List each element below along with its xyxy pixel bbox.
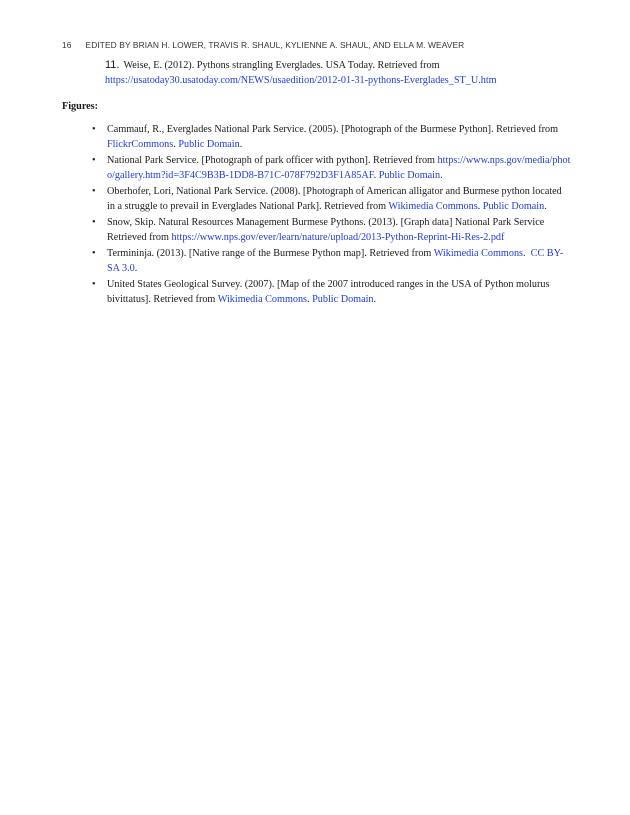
running-header	[62, 40, 582, 50]
figures-heading: Figures:	[62, 101, 99, 112]
bullet-icon: •	[92, 186, 96, 197]
list-item	[89, 246, 571, 276]
list-item	[89, 215, 571, 245]
list-item	[89, 277, 571, 307]
figure-source-link[interactable]: https://www.nps.gov/media/photo/gallery.htm?id=3F4C9B3B-1DD8-B71C-078F792D3F1A85AF	[107, 155, 571, 182]
end-punct: .	[373, 294, 377, 306]
bullet-icon: •	[92, 279, 96, 290]
figure-source-link[interactable]: FlickrCommons	[107, 139, 174, 151]
figure-citation-text: United States Geological Survey. (2007). [Map of the 2007 introduced ranges in the USA of Python molurus bivittatus]. Retrieved from	[107, 279, 550, 306]
bullet-icon: •	[92, 217, 96, 228]
figure-citation-text: Termininja. (2013). [Native range of the Burmese Python map]. Retrieved from	[107, 248, 434, 259]
separator: .	[173, 139, 179, 151]
figures-list	[89, 122, 571, 308]
figure-citation-text: National Park Service. [Photograph of park officer with python]. Retrieved from	[107, 155, 438, 166]
reference-url-link[interactable]: https://usatoday30.usatoday.com/NEWS/usaedition/2012-01-31-pythons-Everglades_ST_U.htm	[105, 75, 497, 86]
end-punct: .	[239, 139, 243, 151]
list-item	[89, 184, 571, 214]
list-item	[89, 122, 571, 152]
reference-entry	[105, 58, 575, 88]
figure-citation-text: Cammauf, R., Everglades National Park Service. (2005). [Photograph of the Burmese Python]. Retrieved from	[107, 124, 559, 135]
license-link[interactable]: Public Domain	[378, 170, 441, 182]
license-link[interactable]: Public Domain	[178, 139, 240, 151]
figure-source-link[interactable]: https://www.nps.gov/ever/learn/nature/upload/2013-Python-Reprint-Hi-Res-2.pdf	[171, 232, 505, 244]
end-punct: .	[134, 263, 138, 275]
list-item	[89, 153, 571, 183]
license-link[interactable]: CC BY-SA 3.0	[107, 248, 564, 275]
bullet-icon: •	[92, 124, 96, 135]
separator: .	[373, 170, 379, 182]
bullet-icon: •	[92, 248, 96, 259]
figure-source-link[interactable]: Wikimedia Commons	[388, 201, 478, 213]
reference-text: Weise, E. (2012). Pythons strangling Everglades. USA Today. Retrieved from	[123, 60, 440, 71]
figure-source-link[interactable]: Wikimedia Commons	[433, 248, 524, 259]
figure-citation-text: Snow, Skip. Natural Resources Management Burmese Pythons. (2013). [Graph data] National Park Service Retrieved from	[107, 217, 545, 244]
page-number: 16	[62, 40, 72, 50]
end-punct: .	[440, 170, 443, 182]
license-link[interactable]: Public Domain	[312, 294, 374, 306]
reference-number: 11.	[105, 59, 120, 71]
running-title: EDITED BY BRIAN H. LOWER, TRAVIS R. SHAUL, KYLIENNE A. SHAUL, AND ELLA M. WEAVER	[85, 40, 465, 50]
figure-citation-text: Oberhofer, Lori, National Park Service. (2008). [Photograph of American alligator and Burmese python located in a struggle to prevail in Everglades National Park]. Retrieved from	[107, 186, 562, 213]
separator: .	[523, 248, 531, 259]
separator: .	[477, 201, 483, 213]
figure-source-link[interactable]: Wikimedia Commons	[217, 294, 308, 306]
separator: .	[307, 294, 313, 306]
end-punct: .	[544, 201, 547, 213]
license-link[interactable]: Public Domain	[482, 201, 545, 213]
bullet-icon: •	[92, 155, 96, 166]
